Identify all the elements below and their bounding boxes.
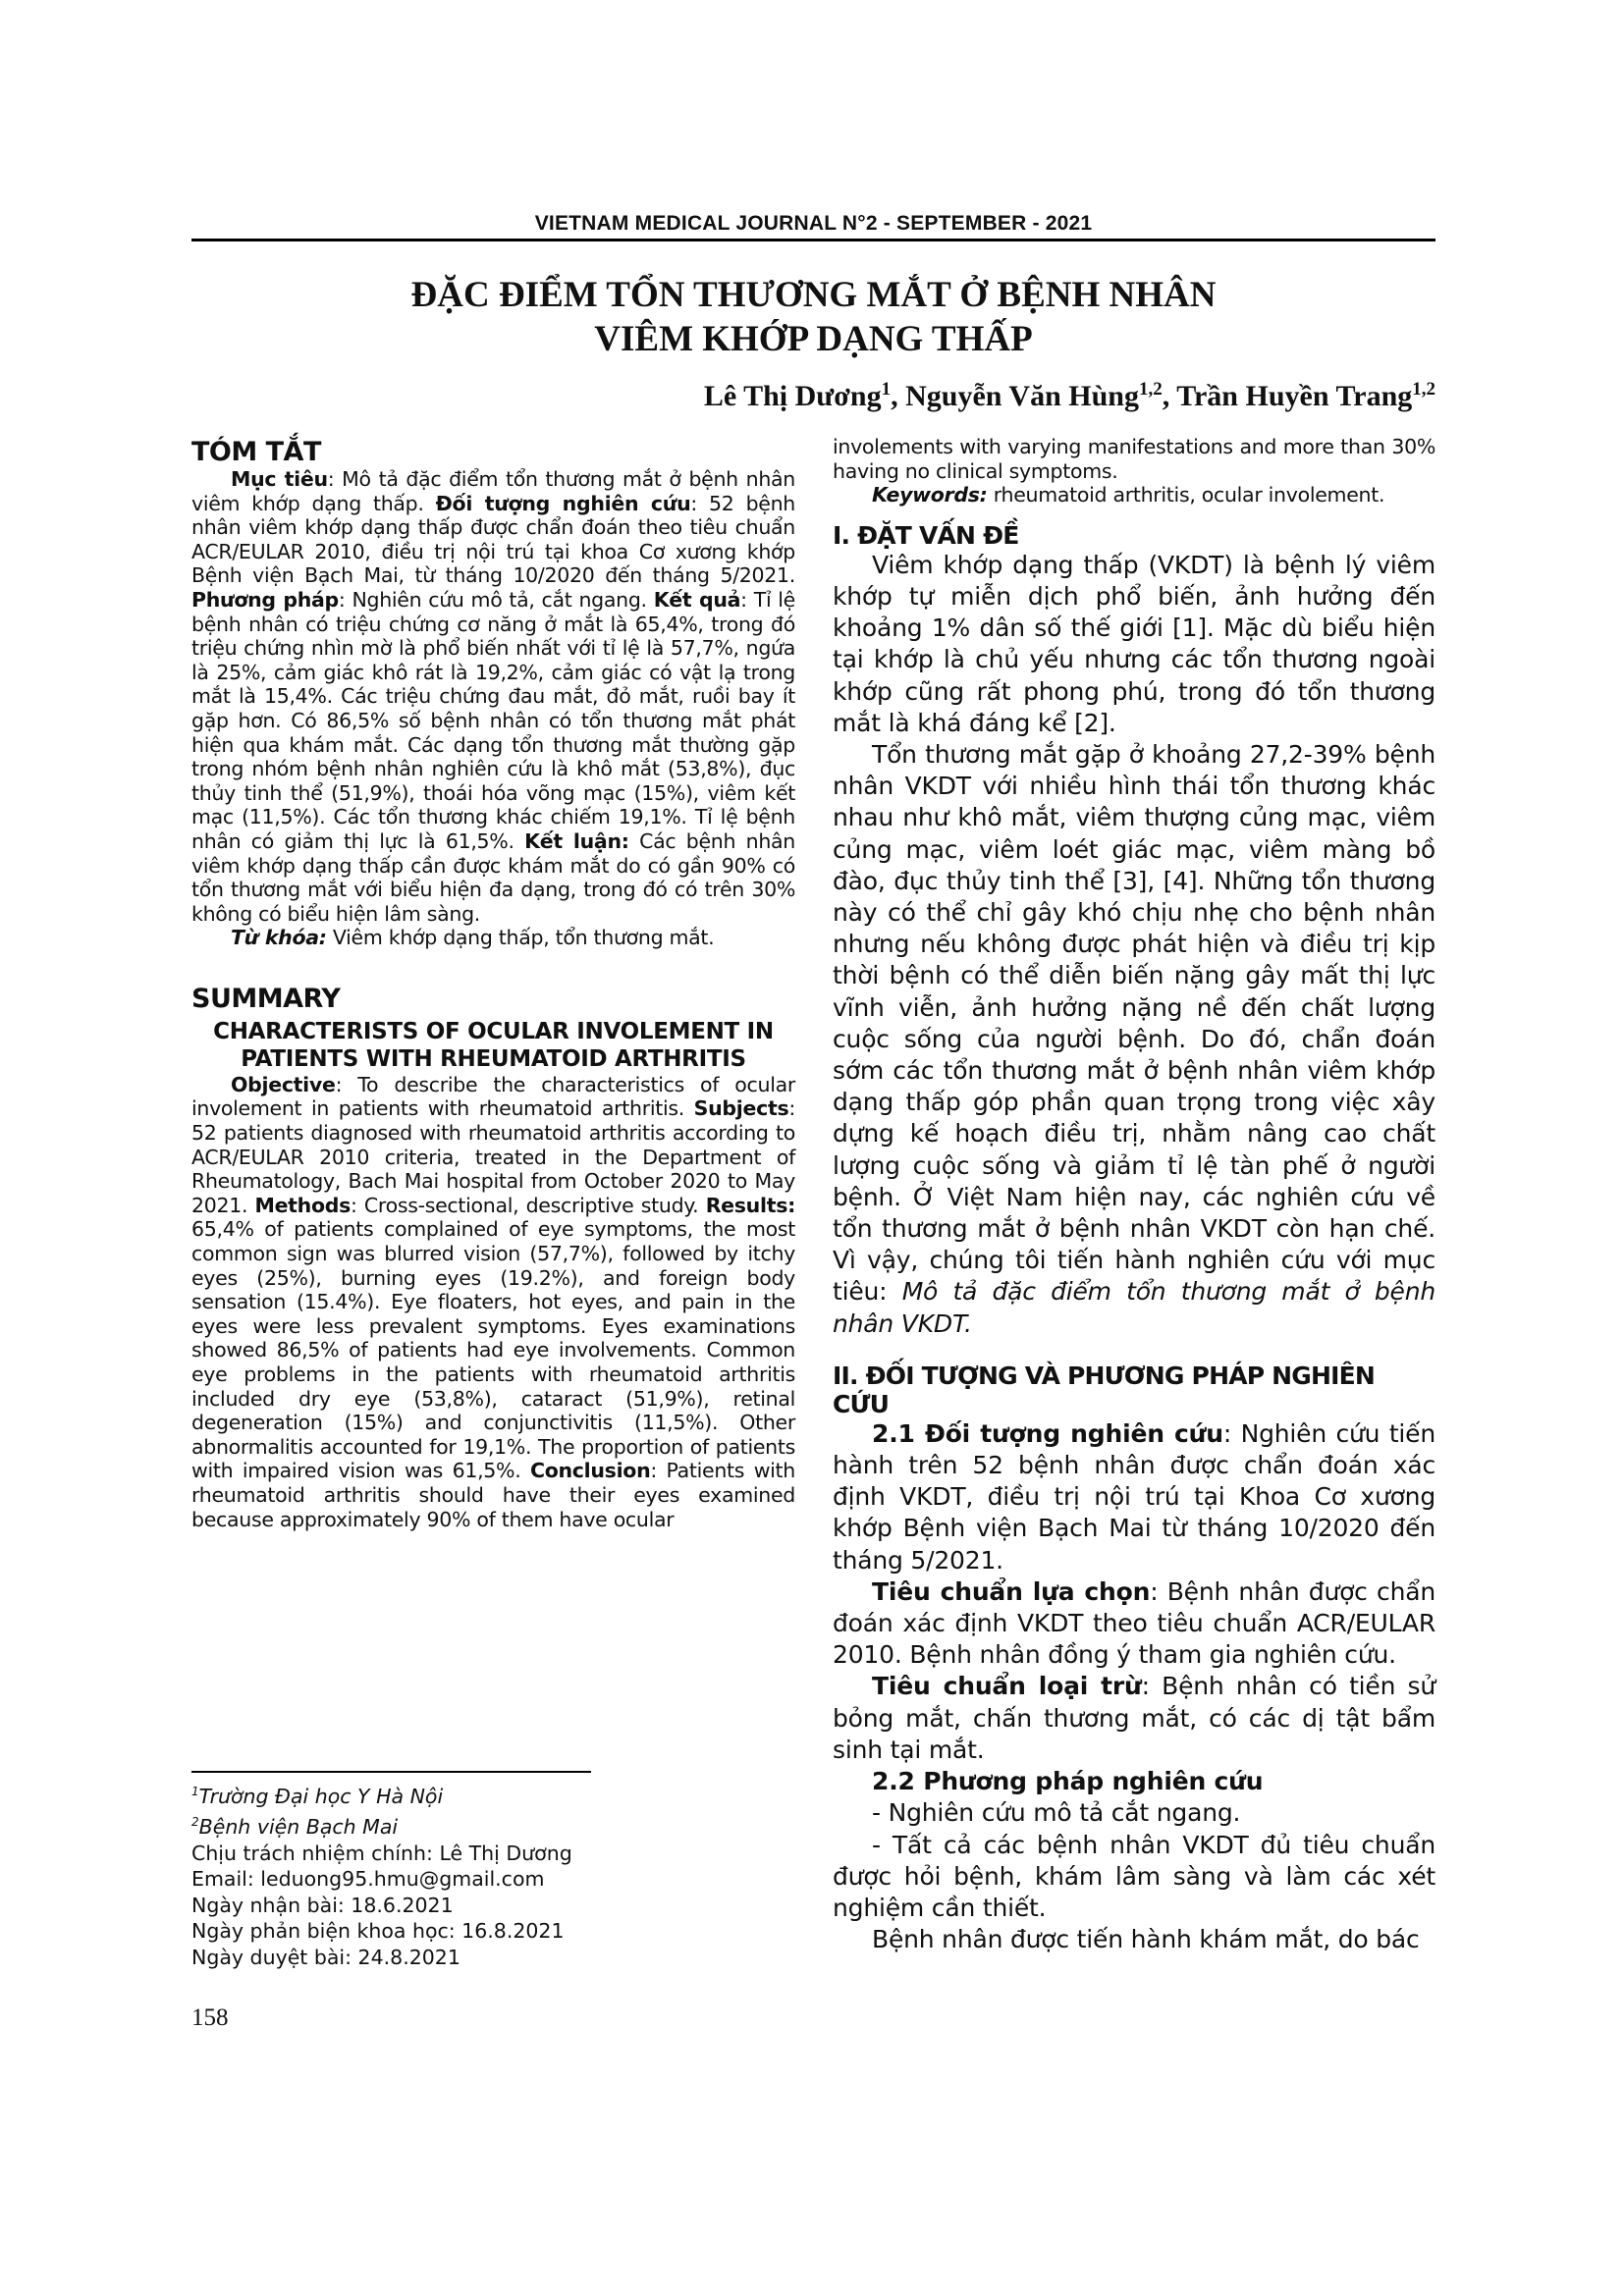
english-title [191,1018,795,1073]
bold-run: Phương pháp [191,587,339,612]
text-run: : Bệnh nhân được chẩn đoán xác định VKDT theo tiêu chuẩn ACR/EULAR 2010. Bệnh nhân đồng ý tham gia nghiên cứu. [833,1576,1435,1670]
text-run: : Nghiên cứu tiến hành trên 52 bệnh nhân được chẩn đoán xác định VKDT, điều trị nội trú tại Khoa Cơ xương khớp Bệnh viện Bạch Mai từ tháng 10/2020 đến tháng 5/2021. [833,1418,1436,1575]
bold-run: Tiêu chuẩn loại trừ [872,1672,1142,1701]
bold-run: Đối tượng nghiên cứu [435,491,691,515]
article-title [191,273,1435,361]
footnote-received-date: Ngày nhận bài: 18.6.2021 [191,1893,454,1917]
footnote-affiliation-1 [191,1779,572,1809]
paragraph [191,1073,795,1531]
bold-run: Results: [705,1193,795,1217]
author-name: Nguyễn Văn Hùng [905,380,1139,412]
text-run: Các bệnh nhân viêm khớp dạng thấp cần được khám mắt do có gần 90% có tổn thương mắt với biểu hiện đa dạng, trong đó có trên 30% không có biểu hiện lâm sàng. [191,828,795,926]
text-run: CHARACTERISTS OF OCULAR INVOLEMENT IN PATIENTS WITH RHEUMATOID ARTHRITIS [213,1018,774,1072]
text-run: : Tỉ lệ bệnh nhân có triệu chứng cơ năng ở mắt là 65,4%, trong đó triệu chứng nhìn mờ là phổ biến nhất với tỉ lệ là 57,7%, ngứa là 25%, cảm giác khô rát là 19,2%, cảm giác có vật lạ trong mắt là 15,4%. Các triệu chứng đau mắt, đỏ mắt, ruồi bay ít gặp hơn. Có 86,5% số bệnh nhân có tổn thương mắt phát hiện qua khám mắt. Các dạng tổn thương mắt thường gặp trong nhóm bệnh nhân nghiên cứu là khô mắt (53,8%), đục thủy tinh thể (51,9%), thoái hóa võng mạc (15%), viêm kết mạc (11,5%). Các tổn thương khác chiếm 19,1%. Tỉ lệ bệnh nhân có giảm thị lực là 61,5%. [191,587,795,853]
text-run: TÓM TẮT [191,437,321,467]
footnote-review-date: Ngày phản biện khoa học: 16.8.2021 [191,1919,565,1944]
italic-run: Mô tả đặc điểm tổn thương mắt ở bệnh nhân VKDT. [833,1277,1435,1338]
text-run: : 52 patients diagnosed with rheumatoid arthritis according to ACR/EULAR 2010 criteria, treated in the Department of Rheumatology, Bach Mai hospital from October 2020 to May 2021. [191,1096,795,1217]
footnote-marker: 1 [191,1785,199,1798]
bold-run: Subjects [693,1096,789,1121]
author-affiliation: 1,2 [1138,379,1163,400]
paragraph [833,1576,1435,1672]
paragraph [833,550,1435,739]
author-name: Lê Thị Dương [703,380,882,412]
text-run: : 52 bệnh nhân viêm khớp dạng thấp được chẩn đoán theo tiêu chuẩn ACR/EULAR 2010, điều trị nội trú tại khoa Cơ xương khớp Bệnh viện Bạch Mai, từ tháng 10/2020 đến tháng 5/2021. [191,491,795,588]
bold-run: Kết luận: [524,828,629,853]
right-column [833,435,1435,1955]
paragraph [833,739,1435,1340]
page-number: 158 [191,2004,229,2031]
paragraph [833,1797,1435,1829]
bold-run: Kết quả [653,587,741,612]
footnote-text: Trường Đại học Y Hà Nội [198,1784,444,1808]
bold-run: Conclusion [529,1459,651,1483]
footnote-email: Email: leduong95.hmu@gmail.com [191,1867,545,1892]
paragraph [833,1671,1435,1766]
text-run: I. ĐẶT VẤN ĐỀ [833,520,1019,550]
bold-run: Tiêu chuẩn lựa chọn [872,1576,1151,1606]
footnote-rule [191,1771,591,1773]
text-run: 65,4% of patients complained of eye symptoms, the most common sign was blurred vision (57,7%), followed by itchy eyes (25%), burning eyes (19.2%), and foreign body sensation (15.4%). Eye floaters, hot eyes, and pain in the eyes were less prevalent symptoms. Eyes examinations showed 86,5% of patients had eye involvements. Common eye problems in the patients with rheumatoid arthritis included dry eye (53,8%), cataract (51,9%), retinal degeneration (15%) and conjunctivitis (11,5%). Other abnormalitis accounted for 19,1%. The proportion of patients with impaired vision was 61,5%. [191,1217,795,1483]
text-run: Viêm khớp dạng thấp, tổn thương mắt. [326,926,715,950]
footnote-affiliation-2 [191,1809,572,1840]
footnote-accepted-date: Ngày duyệt bài: 24.8.2021 [191,1945,460,1969]
bold-run: Keywords: [872,483,988,507]
text-run: : Patients with rheumatoid arthritis should have their eyes examined because approximately 90% of them have ocular [191,1459,795,1531]
bold-run: 2.2 Phương pháp nghiên cứu [872,1767,1264,1796]
footnotes [191,1779,572,1970]
paragraph [833,1924,1435,1955]
text-run: - Nghiên cứu mô tả cắt ngang. [872,1798,1241,1828]
bold-run: Methods [254,1193,352,1217]
paragraph [191,926,795,950]
paragraph [191,467,795,926]
text-run: Tổn thương mắt gặp ở khoảng 27,2-39% bệnh nhân VKDT với nhiều hình thái tổn thương khác nhau như khô mắt, viêm thượng củng mạc, viêm củng mạc, viêm loét giác mạc, viêm màng bồ đào, đục thủy tinh thể [3], [4]. Những tổn thương này có thể chỉ gây khó chịu nhẹ cho bệnh nhân nhưng nếu không được phát hiện và điều trị kịp thời bệnh có thể diễn biến nặng gây mất thị lực vĩnh viễn, ảnh hưởng nặng nề đến chất lượng cuộc sống của người bệnh. Do đó, chẩn đoán sớm các tổn thương mắt ở bệnh nhân viêm khớp dạng thấp góp phần quan trọng trong việc xây dựng kế hoạch điều trị, nhằm nâng cao chất lượng cuộc sống và giảm tỉ lệ tàn phế ở người bệnh. Ở Việt Nam hiện nay, các nghiên cứu về tổn thương mắt ở bệnh nhân VKDT còn hạn chế. Vì vậy, chúng tôi tiến hành nghiên cứu với mục tiêu: [833,740,1435,1307]
text-run: : Nghiên cứu mô tả, cắt ngang. [338,587,654,612]
paragraph [833,1418,1435,1576]
footnote-corresponding-author: Chịu trách nhiệm chính: Lê Thị Dương [191,1841,572,1865]
footnote-marker: 2 [191,1815,199,1830]
text-run: : Cross-sectional, descriptive study. [351,1193,706,1217]
section-heading [833,521,1435,550]
journal-header: VIETNAM MEDICAL JOURNAL N°2 - SEPTEMBER - 2021 [534,212,1093,235]
paragraph [833,1830,1435,1925]
text-run: : Bệnh nhân có tiền sử bỏng mắt, chấn thương mắt, có các dị tật bẩm sinh tại mắt. [833,1672,1435,1764]
text-run: involements with varying manifestations and more than 30% having no clinical symptoms. [833,435,1435,483]
section-heading [191,984,795,1014]
title-line-2: VIÊM KHỚP DẠNG THẤP [594,319,1033,359]
bold-run: Từ khóa: [231,926,327,950]
section-heading [833,1362,1435,1418]
paragraph [833,435,1435,483]
abstract-text [191,1073,795,1531]
text-run: Bệnh nhân được tiến hành khám mắt, do bác [872,1925,1420,1954]
text-run: II. ĐỐI TƯỢNG VÀ PHƯƠNG PHÁP NGHIÊN CỨU [833,1361,1376,1418]
abstract-text [833,435,1435,507]
body-text [833,1418,1435,1955]
author-affiliation: 1 [881,379,892,400]
text-run: : Mô tả đặc điểm tổn thương mắt ở bệnh nhân viêm khớp dạng thấp. [191,467,795,515]
text-run: SUMMARY [191,983,341,1014]
text-run: rheumatoid arthritis, ocular involement. [987,483,1385,507]
author-name: Trần Huyền Trang [1176,380,1413,412]
author-list: Lê Thị Dương$^1$, Nguyễn Văn Hùng$^{1,2}$, Trần Huyền Trang$^{1,2}$ [703,379,1435,412]
text-run: Viêm khớp dạng thấp (VKDT) là bệnh lý viêm khớp tự miễn dịch phổ biến, ảnh hưởng đến khoảng 1% dân số thế giới [1]. Mặc dù biểu hiện tại khớp là chủ yếu nhưng các tổn thương ngoài khớp cũng rất phong phú, trong đó tổn thương mắt là khá đáng kể [2]. [833,550,1435,737]
text-run: : To describe the characteristics of ocular involement in patients with rheumatoid arthritis. [191,1072,795,1121]
abstract-text [191,467,795,950]
bold-run: Mục tiêu [231,467,328,491]
text-run: - Tất cả các bệnh nhân VKDT đủ tiêu chuẩn được hỏi bệnh, khám lâm sàng và làm các xét nghiệm cần thiết. [833,1830,1435,1922]
header-rule [191,239,1435,241]
left-column [191,437,795,1531]
author-affiliation: 1,2 [1412,379,1435,400]
bold-run: Objective [231,1072,336,1096]
section-heading [191,437,795,467]
bold-run: 2.1 Đối tượng nghiên cứu [872,1418,1223,1448]
footnote-text: Bệnh viện Bạch Mai [198,1815,399,1840]
paragraph [833,1766,1435,1797]
paragraph [833,483,1435,507]
title-line-1: ĐẶC ĐIỂM TỔN THƯƠNG MẮT Ở BỆNH NHÂN [410,275,1217,315]
body-text [833,550,1435,1340]
